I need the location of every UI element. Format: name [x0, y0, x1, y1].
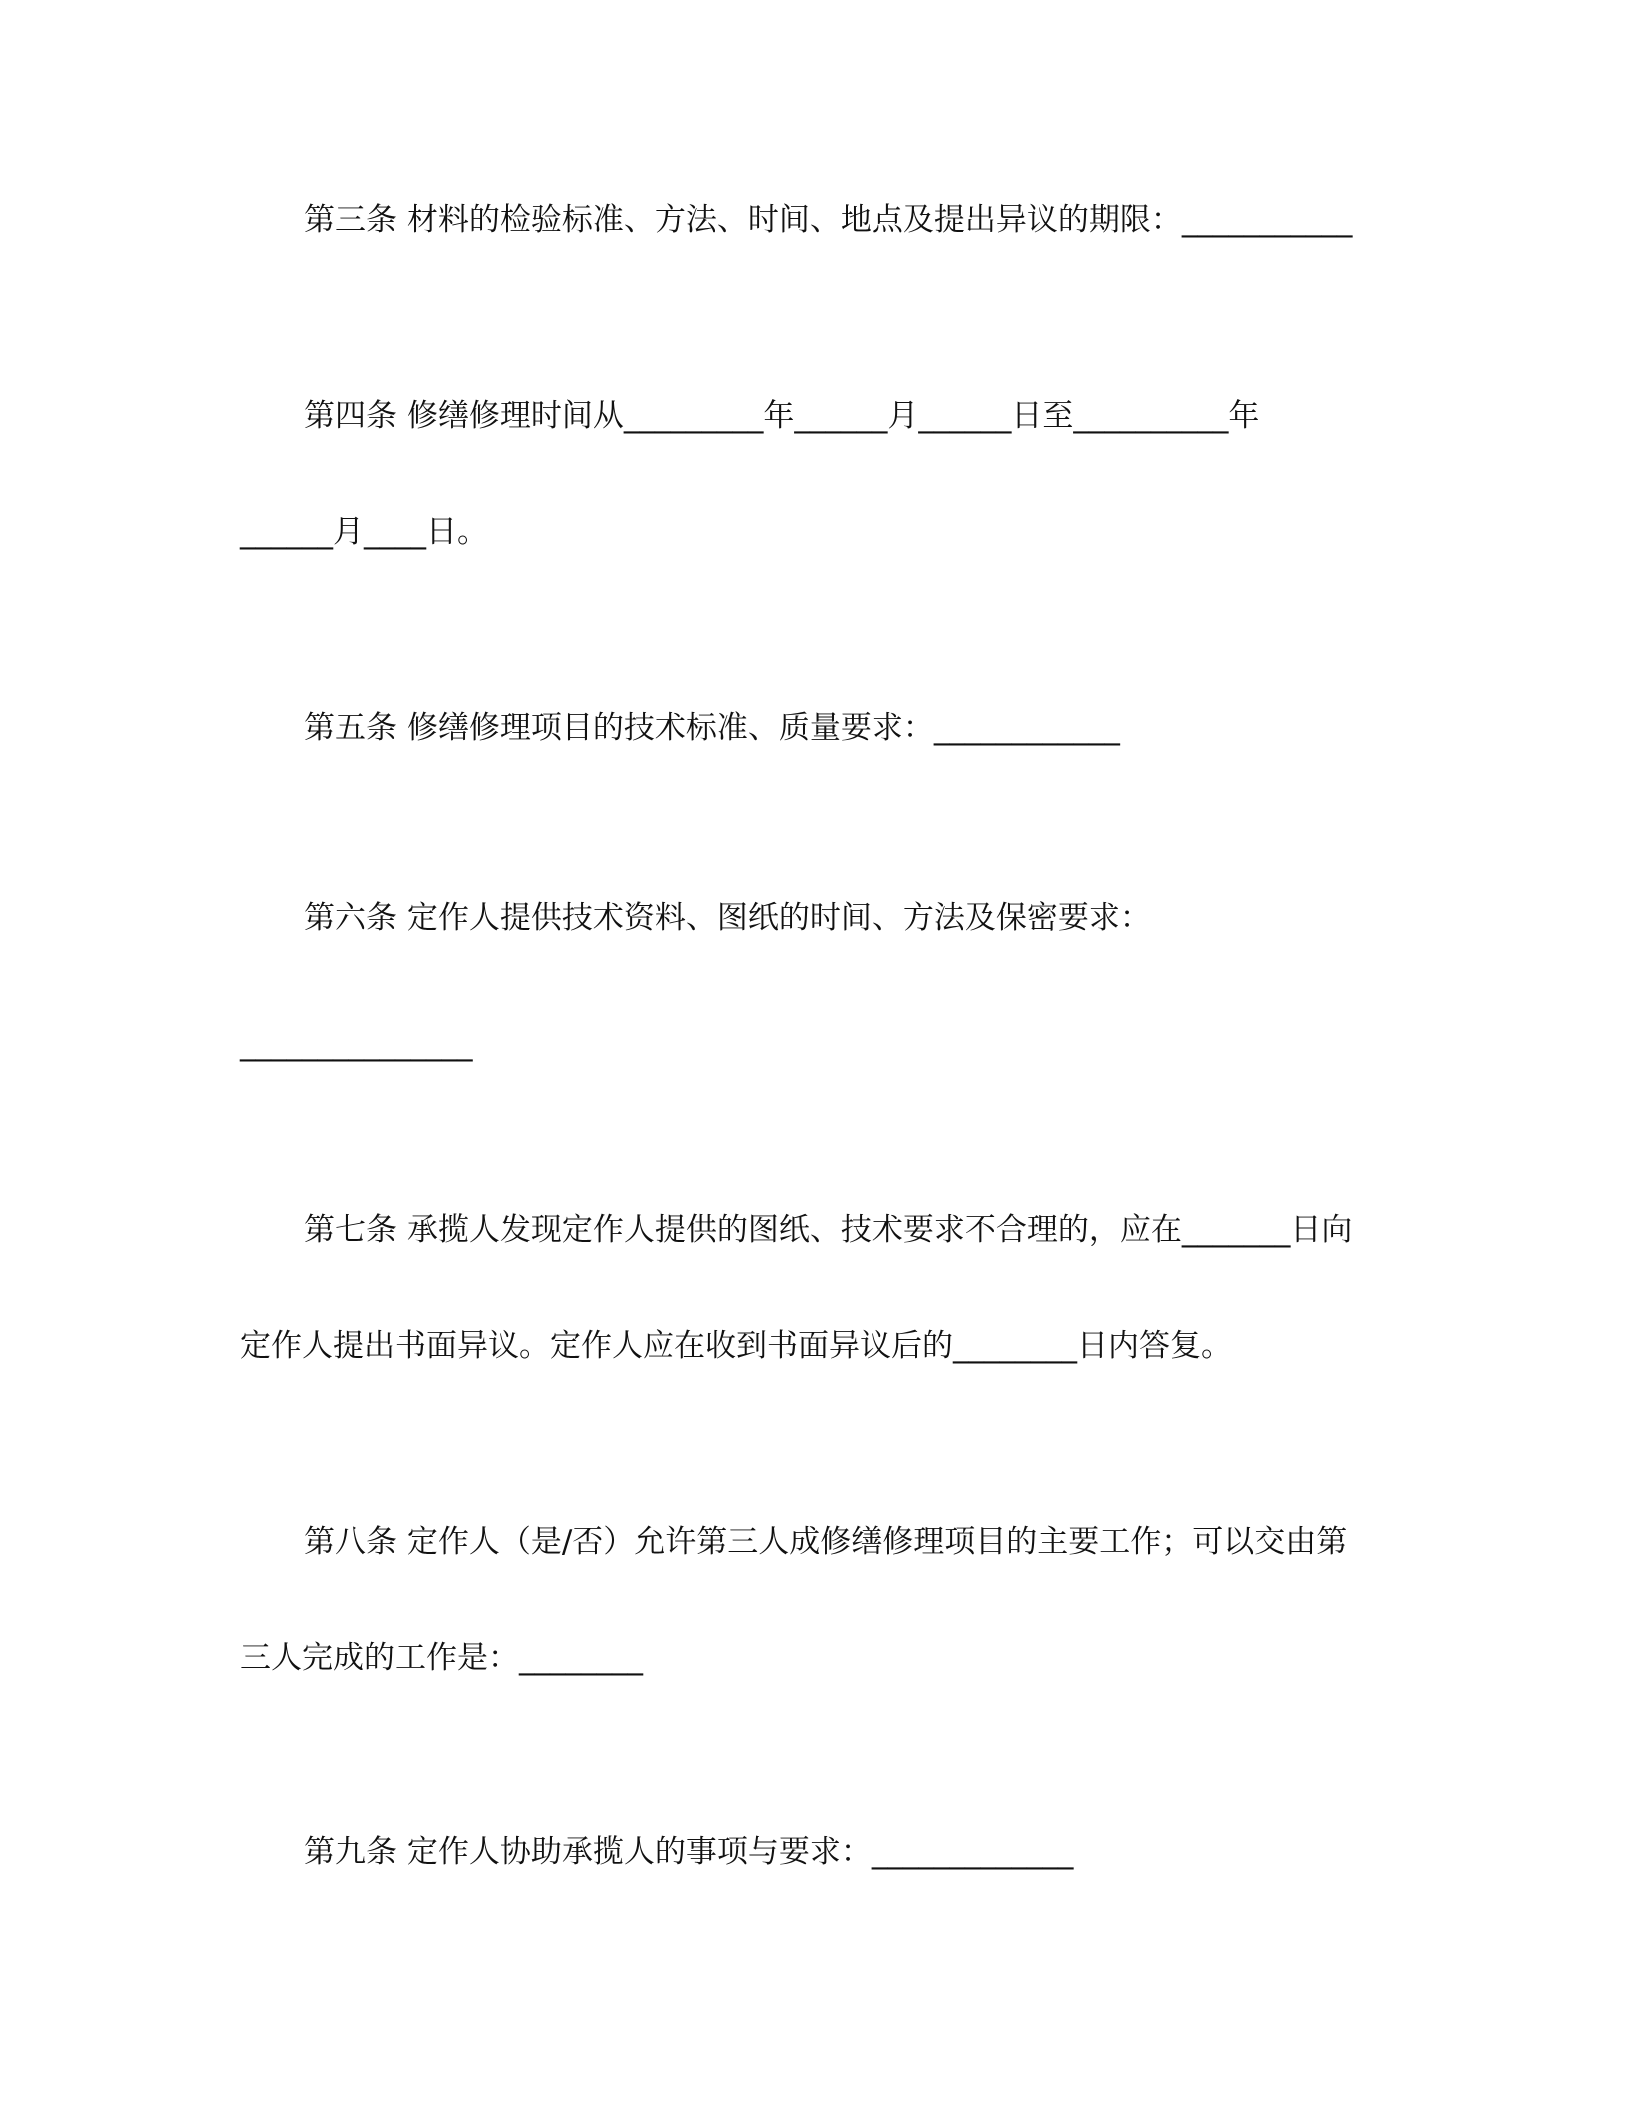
article-7-line-2: 定作人提出书面异议。定作人应在收到书面异议后的________日内答复。 — [240, 1328, 1232, 1364]
article-8-line-2: 三人完成的工作是：________ — [240, 1640, 643, 1676]
article-4-line-1: 第四条 修缮修理时间从_________年______月______日至__________年 — [304, 398, 1260, 434]
article-7-line-1: 第七条 承揽人发现定作人提供的图纸、技术要求不合理的，应在_______日向 — [304, 1212, 1353, 1248]
article-4-line-2: ______月____日。 — [240, 514, 488, 550]
article-5-line: 第五条 修缮修理项目的技术标准、质量要求：____________ — [304, 710, 1120, 746]
article-8-line-1: 第八条 定作人（是/否）允许第三人成修缮修理项目的主要工作；可以交由第 — [304, 1524, 1348, 1560]
article-3-line: 第三条 材料的检验标准、方法、时间、地点及提出异议的期限：___________ — [304, 202, 1353, 238]
article-9-line: 第九条 定作人协助承揽人的事项与要求：_____________ — [304, 1834, 1074, 1870]
article-6-line-2: _______________ — [240, 1026, 473, 1062]
article-6-line-1: 第六条 定作人提供技术资料、图纸的时间、方法及保密要求： — [304, 900, 1151, 936]
